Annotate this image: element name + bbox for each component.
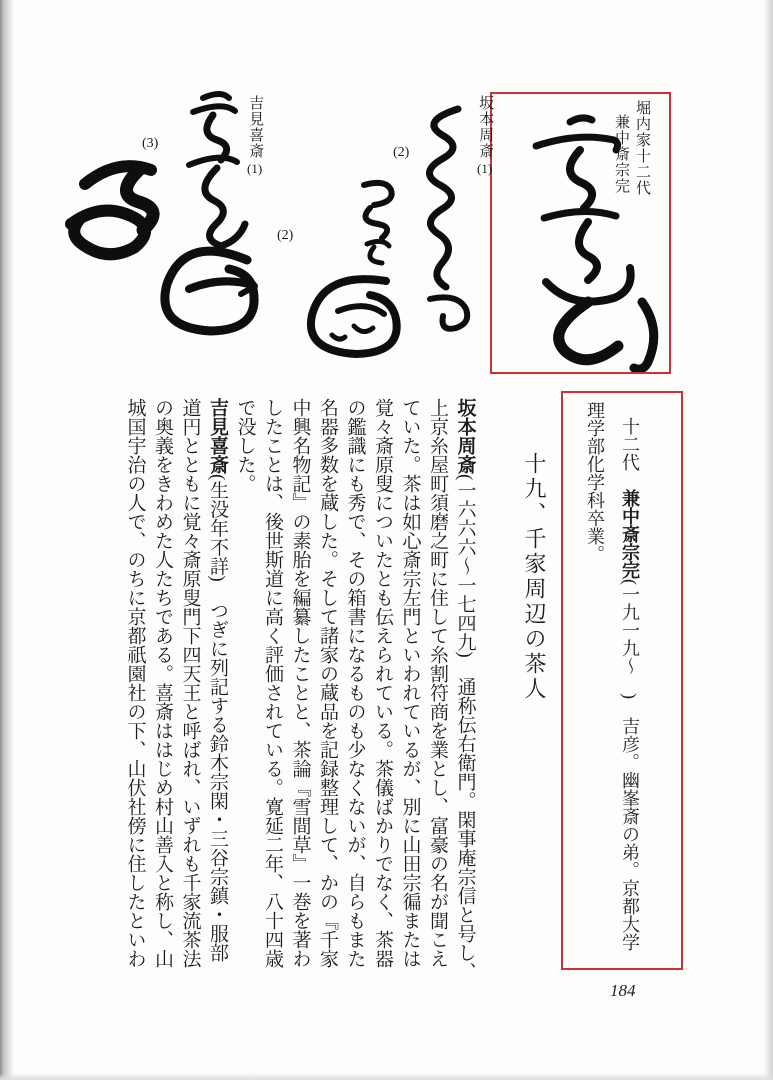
entry-name-kanchusai-sokan: 兼中斎宗完 xyxy=(620,489,640,579)
entry-kanchusai-line2: 理学部化学科卒業。 xyxy=(585,401,605,563)
entry-name-yoshimi-kisai: 吉見喜斎 xyxy=(207,398,228,474)
section-heading: 十九、千家周辺の茶人 xyxy=(522,452,547,702)
figure-number-2-right: (2) xyxy=(393,145,410,160)
body-column: したことは、後世斯道に高く評価されている。寛延二年、八十四歳 xyxy=(262,398,283,968)
body-column: で没した。 xyxy=(234,398,256,493)
body-text-block xyxy=(36,398,482,981)
body-column: の鑑識にも秀で、その箱書になるものも少なくないが、自らもまた xyxy=(344,398,366,968)
figure-number-2-left: (2) xyxy=(277,228,294,243)
caption-sakamoto-shusai: 坂本周斎 (1) xyxy=(477,95,494,176)
scan-edge-right-shadow xyxy=(764,0,773,1080)
body-column: ていた。茶は如心斎宗左門といわれているが、別に山田宗徧または xyxy=(399,398,421,968)
caption-yoshimi-kisai: 吉見喜斎 (1) xyxy=(247,95,264,176)
calligraphy-soukan-signature xyxy=(492,96,670,372)
plate-title-line2: 兼中斎宗完 xyxy=(613,114,629,194)
body-column: 吉見喜斎(生没年不詳) つぎに列記する鈴木宗閑・三谷宗鎮・服部 xyxy=(207,398,228,962)
scan-edge-left-shadow xyxy=(0,0,14,1080)
plate-title-line1: 堀内家十二代 xyxy=(634,100,650,196)
body-column: 中興名物記』の素胎を編纂したことと、茶論『雪間草』一巻を著わ xyxy=(289,398,311,968)
entry-name-sakamoto-shusai: 坂本周斎 xyxy=(454,398,476,474)
entry-generation: 十二代 xyxy=(620,417,640,489)
body-column: 城国宇治の人で、のちに京都祇園社の下、山伏社傍に住したといわ xyxy=(124,398,146,968)
calligraphy-soden-signature xyxy=(270,95,480,365)
body-column: 上京糸屋町須磨之町に住して糸割符商を業とし、富豪の名が聞こえ xyxy=(427,398,448,968)
figure-number-3: (3) xyxy=(142,136,159,151)
calligraphy-kisai-signature xyxy=(55,88,267,340)
body-column: 坂本周斎(一六六六～一七四九) 通称伝右衛門。閑事庵宗信と号し、 xyxy=(454,398,476,981)
body-column: 名器多数を蔵した。そして諸家の蔵品を記録整理して、かの『千家 xyxy=(317,398,338,968)
entry-kanchusai-line1 xyxy=(621,417,639,951)
page-number: 184 xyxy=(610,981,636,1000)
body-column: の奥義をきわめた人たちである。喜斎ははじめ村山善入と称し、山 xyxy=(152,398,173,968)
entry-biography-line1: (一九一九～ ) 吉彦。幽峯斎の弟。京都大学 xyxy=(620,579,640,951)
body-column: 道円とともに覚々斎原叟門下四天王と呼ばれ、いずれも千家流茶法 xyxy=(179,398,201,968)
scan-edge-bottom-shadow xyxy=(0,1073,773,1080)
body-column: 覚々斎原叟についたとも伝えられている。茶儀ばかりでなく、茶器 xyxy=(372,398,393,968)
